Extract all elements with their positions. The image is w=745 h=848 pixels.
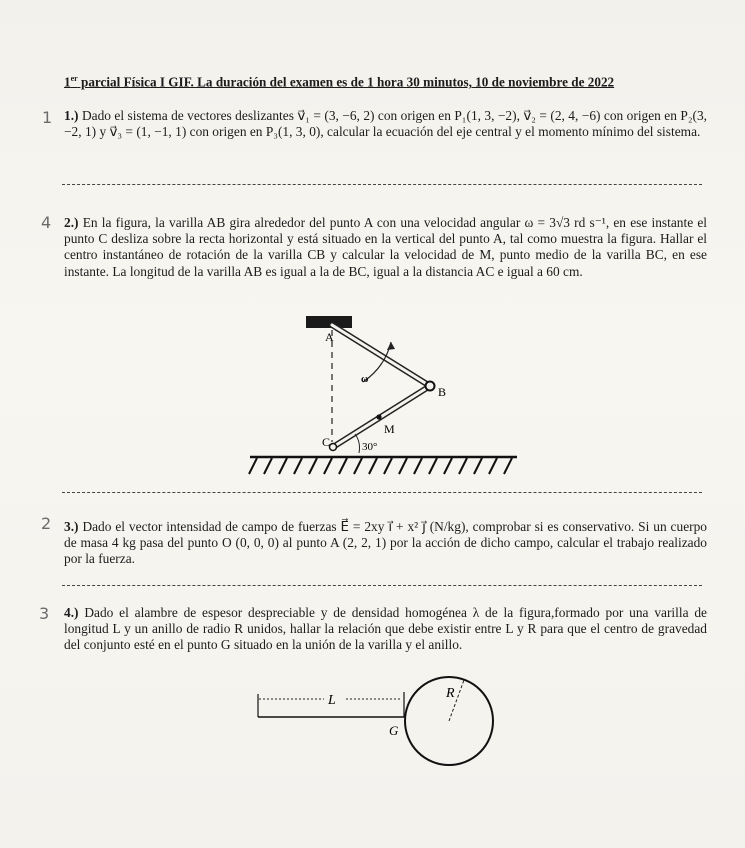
problem-1: 1.) Dado el sistema de vectores deslizantes v⃗₁ = (3, −6, 2) con origen en P₁(1, 3, −2), v⃗₂ = (2, 4, −6) con origen en P₂(3, −2, 1) y v⃗₃ = (1, −1, 1) con origen en P₃(1, 3, 0), calcular la ecuación del eje central y el momento mínimo del sistema. xyxy=(64,108,707,140)
label-angle: 30° xyxy=(362,441,378,453)
handwritten-mark: 2 xyxy=(41,514,52,533)
problem-4: 4.) Dado el alambre de espesor despreciable y de densidad homogénea λ de la figura,formado por una varilla de longitud L y un anillo de radio R unidos, hallar la relación que debe existir entre L y R para que el centro de gravedad del conjunto esté en el punto G situado en la unión de la varilla y el anillo. xyxy=(64,605,707,653)
label-b: B xyxy=(438,385,447,399)
joint-b xyxy=(426,382,435,391)
joint-c xyxy=(330,444,337,451)
separator xyxy=(62,184,702,185)
ground-hatching xyxy=(249,458,512,474)
label-g: G xyxy=(389,723,399,738)
fixed-support xyxy=(306,316,352,328)
label-m: M xyxy=(384,422,395,436)
label-c: C xyxy=(322,435,331,449)
handwritten-mark: 4 xyxy=(41,213,52,232)
wire-ring-figure xyxy=(250,672,510,772)
point-m xyxy=(376,414,381,419)
linkage-figure xyxy=(245,312,525,482)
handwritten-mark: 1 xyxy=(42,108,53,127)
problem-3: 3.) Dado el vector intensidad de campo de fuerzas E⃗ = 2xy i⃗ + x² j⃗ (N/kg), comprobar si es conservativo. Si un cuerpo de masa 4 kg pasa del punto O (0, 0, 0) al punto A (2, 2, 1) por la acción de dicho campo, calcular el trabajo realizado por la fuerza. xyxy=(64,519,707,567)
problem-2: 2.) En la figura, la varilla AB gira alrededor del punto A con una velocidad angular ω = 3√3 rd s⁻¹, en ese instante el punto C desliza sobre la recta horizontal y está situado en la vertical del punto A, tal como muestra la figura. Hallar el centro instantáneo de rotación de la varilla CB y calcular la velocidad de M, punto medio de la varilla BC, en ese instante. La longitud de la varilla AB es igual a la de BC, igual a la distancia AC e igual a 60 cm. xyxy=(64,215,707,279)
label-omega: ω xyxy=(361,374,369,385)
separator xyxy=(62,585,702,586)
exam-header: 1er parcial Física I GIF. La duración del examen es de 1 hora 30 minutos, 10 de noviembre de 2022 xyxy=(64,74,615,90)
handwritten-mark: 3 xyxy=(39,604,50,623)
label-a: A xyxy=(325,330,334,344)
label-l: L xyxy=(328,693,336,708)
separator xyxy=(62,492,702,493)
label-r: R xyxy=(446,686,455,701)
